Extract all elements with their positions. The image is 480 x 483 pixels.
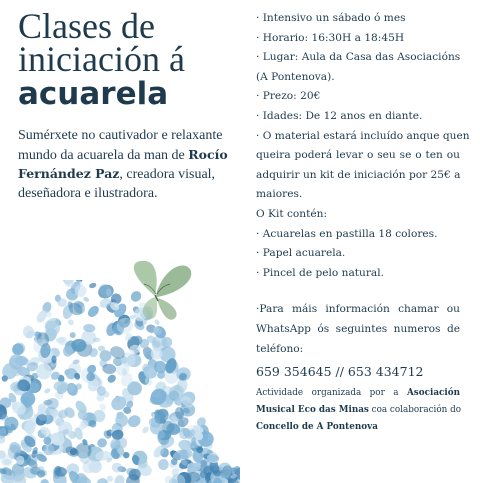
details-column bbox=[256, 9, 470, 436]
title-line-2: iniciación á bbox=[18, 39, 185, 79]
organizer-council: Concello de A Pontenova bbox=[256, 422, 378, 433]
butterfly-illustration bbox=[124, 257, 198, 327]
intro-text-after: , creadora visual, deseñadora e ilustradora. bbox=[18, 167, 216, 201]
kit-item-brush: · Pincel de pelo natural. bbox=[256, 266, 384, 279]
organizer-assoc-2: Musical Eco das Minas bbox=[256, 405, 369, 416]
kit-item-paper: · Papel acuarela. bbox=[256, 247, 346, 260]
kit-heading: O Kit contén: bbox=[256, 207, 328, 220]
detail-material-1: · O material estará incluído anque quen bbox=[256, 129, 470, 142]
title-line-1: Clases de bbox=[18, 6, 155, 46]
organizer-assoc-1: Asociación bbox=[406, 388, 460, 399]
detail-schedule: · Intensivo un sábado ó mes bbox=[256, 12, 406, 24]
organizer-line-1 bbox=[256, 385, 460, 402]
detail-ages: · Idades: De 12 anos en diante. bbox=[256, 109, 423, 122]
organizer-mid: coa colaboración do bbox=[371, 405, 462, 416]
title-block bbox=[18, 6, 243, 112]
detail-place: · Lugar: Aula da Casa das Asociacións bbox=[256, 51, 461, 64]
organizer-pre: Actividade organizada por a bbox=[256, 388, 399, 399]
intro-text-before: Sumérxete no cautivador e relaxante mundo da acuarela da man de bbox=[18, 128, 223, 163]
contact-line-3: teléfono: bbox=[256, 342, 304, 355]
detail-price: · Prezo: 20€ bbox=[256, 90, 321, 103]
detail-material-3: adquirir un kit de iniciación por 25€ a bbox=[256, 168, 461, 181]
organizer-line-2 bbox=[256, 402, 460, 419]
intro-paragraph bbox=[18, 127, 250, 203]
title-line-3: acuarela bbox=[18, 76, 169, 112]
detail-material-4: maiores. bbox=[256, 188, 303, 201]
contact-line-2: WhatsApp ós seguintes numeros de bbox=[256, 322, 460, 335]
detail-hours: · Horario: 16:30H a 18:45H bbox=[256, 31, 405, 44]
detail-material-2: queira poderá levar o seu se o ten ou bbox=[256, 149, 460, 162]
detail-place-town: (A Pontenova). bbox=[256, 70, 335, 83]
phone-numbers: 659 354645 // 653 434712 bbox=[256, 364, 424, 380]
organizer-line-3 bbox=[256, 419, 460, 436]
contact-line-1: ·Para máis información chamar ou bbox=[256, 303, 460, 316]
hydrangea-watercolor-illustration bbox=[0, 280, 240, 483]
kit-item-watercolors: · Acuarelas en pastilla 18 colores. bbox=[256, 227, 438, 240]
instructor-name: Rocío Fernández Paz bbox=[18, 146, 228, 181]
